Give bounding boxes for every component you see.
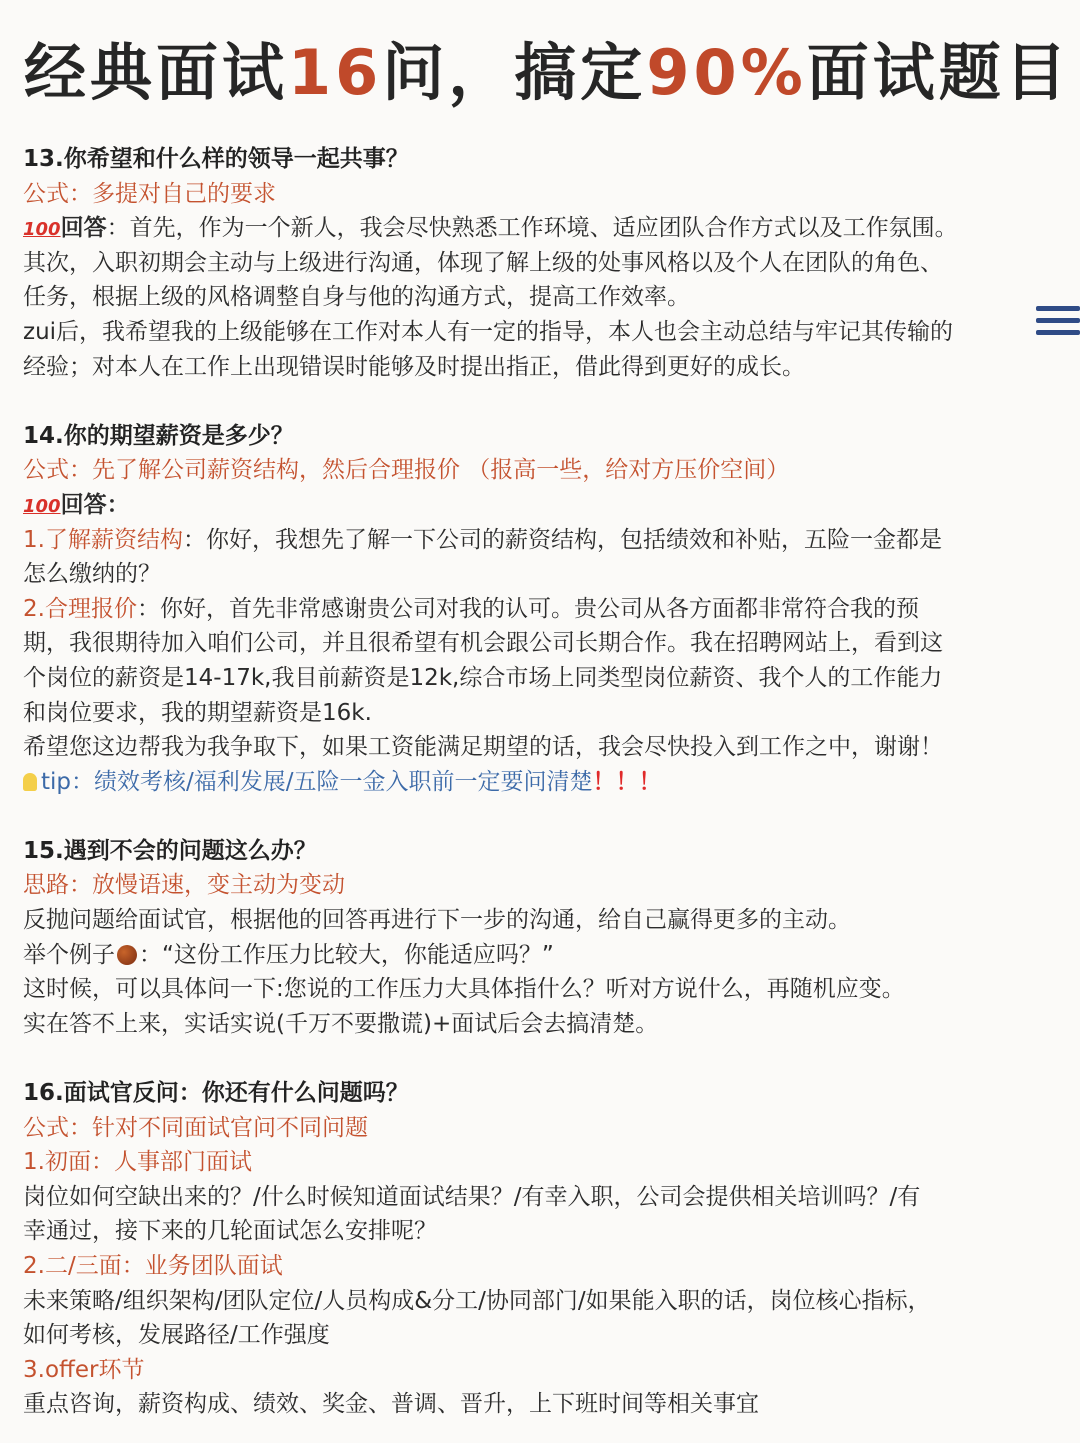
q14-tip-label: tip： (41, 768, 95, 795)
q13-question: 13.你希望和什么样的领导一起共事？ (23, 146, 409, 172)
basketball-icon (117, 945, 137, 965)
q15-example-pre: 举个例子 (23, 941, 115, 968)
q13-answer-first: ：首先，作为一个新人，我会尽快熟悉工作环境、适应团队合作方式以及工作氛围。 (106, 215, 958, 242)
q14-tip (23, 765, 1053, 800)
q15-idea: 思路：放慢语速，变主动为变动 (23, 872, 345, 899)
title-number-90: 90% (646, 36, 807, 109)
q16-round3-label: 3.offer环节 (23, 1356, 145, 1383)
q14-question: 14.你的期望薪资是多少？ (23, 422, 294, 449)
hundred-icon: 100 (23, 495, 61, 517)
q16-line: 重点咨询，薪资构成、绩效、奖金、普调、晋升，上下班时间等相关事宜 (23, 1391, 759, 1418)
q16-line: 岗位如何空缺出来的？/什么时候知道面试结果？/有幸入职，公司会提供相关培训吗？/有 (23, 1183, 921, 1210)
q14-item2 (23, 592, 1053, 627)
q14-line: 和岗位要求，我的期望薪资是16k. (23, 699, 372, 726)
q13-line: 任务，根据上级的风格调整自身与他的沟通方式，提高工作效率。 (23, 284, 690, 311)
lightbulb-icon (23, 773, 37, 791)
q16-question: 16.面试官反问：你还有什么问题吗？ (23, 1080, 409, 1107)
q16-line: 幸通过，接下来的几轮面试怎么安排呢？ (23, 1218, 437, 1245)
q15-example-post: ：“这份工作压力比较大，你能适应吗？” (139, 941, 554, 968)
q14-answer-label: 回答： (60, 491, 130, 518)
q13-line: zui后，我希望我的上级能够在工作对本人有一定的指导，本人也会主动总结与牢记其传输的 (23, 318, 954, 345)
q13-line: 其次，入职初期会主动与上级进行沟通，体现了解上级的处事风格以及个人在团队的角色、 (23, 249, 943, 276)
title-part-3: 面试题目 (806, 36, 1071, 109)
q14-item1 (23, 523, 1053, 558)
q15-question: 15.遇到不会的问题这么办？ (23, 837, 317, 864)
exclamation-icon: ！！！ (592, 768, 662, 795)
q14-line: 希望您这边帮我为我争取下，如果工资能满足期望的话，我会尽快投入到工作之中，谢谢！ (23, 734, 943, 761)
title-number-16: 16 (288, 36, 383, 109)
page-title (24, 30, 1071, 116)
q14-item1-cont: 怎么缴纳的？ (23, 561, 161, 588)
q16-formula: 公式：针对不同面试官问不同问题 (23, 1114, 368, 1141)
q14-line: 期，我很期待加入咱们公司，并且很希望有机会跟公司长期合作。我在招聘网站上，看到这 (23, 630, 943, 657)
q16-round1-label: 1.初面：人事部门面试 (23, 1149, 252, 1176)
title-part-1: 经典面试 (24, 36, 289, 109)
q14-line: 个岗位的薪资是14-17k,我目前薪资是12k,综合市场上同类型岗位薪资、我个人的工作能力 (23, 664, 943, 691)
q15-line: 实在答不上来，实话实说(千万不要撒谎)+面试后会去搞清楚。 (23, 1010, 659, 1037)
q16-round2-label: 2.二/三面：业务团队面试 (23, 1253, 283, 1279)
q14-item2-label: 2.合理报价 (23, 595, 137, 622)
q13-answer-label: 回答 (60, 215, 107, 242)
q14-tip-text: 绩效考核/福利发展/五险一金入职前一定要问清楚 (94, 768, 593, 795)
q15-line: 反抛问题给面试官，根据他的回答再进行下一步的沟通，给自己赢得更多的主动。 (23, 907, 851, 934)
article-body (23, 142, 1053, 1422)
q13-answer-line (23, 211, 1053, 246)
q16-line: 未来策略/组织架构/团队定位/人员构成&分工/协同部门/如果能入职的话，岗位核心指标， (23, 1287, 931, 1314)
q15-example (23, 938, 1053, 973)
title-part-2: 问，搞定 (382, 36, 647, 109)
q15-line: 这时候，可以具体问一下:您说的工作压力大具体指什么？听对方说什么，再随机应变。 (23, 976, 905, 1003)
q14-item1-text: ：你好，我想先了解一下公司的薪资结构，包括绩效和补贴，五险一金都是 (182, 526, 942, 553)
q14-item1-label: 1.了解薪资结构 (23, 526, 183, 553)
q14-answer-line (23, 488, 1053, 523)
q14-formula: 公式：先了解公司薪资结构，然后合理报价 （报高一些，给对方压价空间） (23, 457, 790, 484)
q13-formula: 公式：多提对自己的要求 (23, 180, 276, 207)
q16-line: 如何考核，发展路径/工作强度 (23, 1322, 330, 1349)
hundred-icon: 100 (23, 219, 61, 241)
q13-line: 经验；对本人在工作上出现错误时能够及时提出指正，借此得到更好的成长。 (23, 353, 805, 380)
q14-item2-text: ：你好，首先非常感谢贵公司对我的认可。贵公司从各方面都非常符合我的预 (136, 595, 919, 622)
